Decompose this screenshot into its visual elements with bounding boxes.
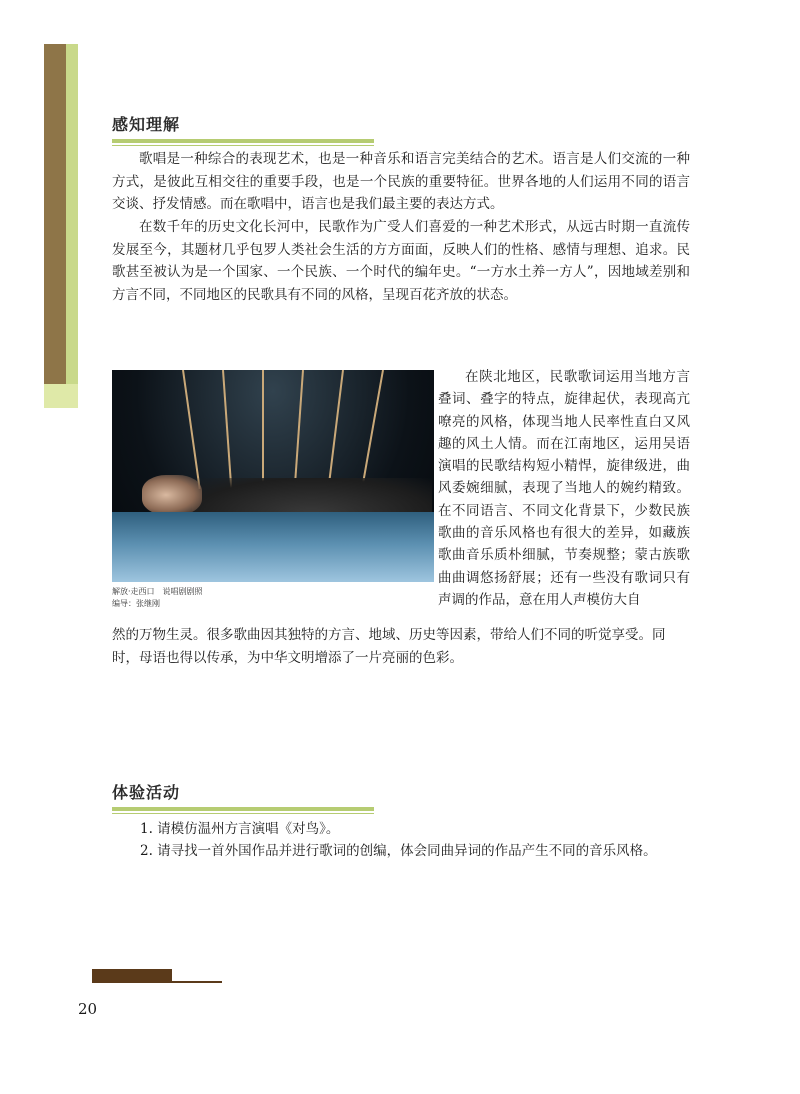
heading-rule-thick xyxy=(112,139,374,143)
paragraph-history: 在数千年的历史文化长河中，民歌作为广受人们喜爱的一种艺术形式，从远古时期一直流传发展至今，其题材几乎包罗人类社会生活的方方面面，反映人们的性格、感情与理想、追求。民歌甚至被认为是一个国家、一个民族、一个时代的编年史。“一方水土养一方人”，因地域差别和方言不同，不同地区的民歌具有不同的风格，呈现百花齐放的状态。 xyxy=(112,219,690,303)
caption-title: 解放·走西口 说唱剧剧照 xyxy=(112,587,203,596)
caption-director: 编导：张继刚 xyxy=(112,599,160,608)
section-heading-perception xyxy=(112,112,374,146)
side-bar-decoration-light xyxy=(66,44,78,384)
heading-rule-thick xyxy=(112,807,374,811)
heading-rule-thin xyxy=(112,145,374,146)
paragraph-regional-styles-continued: 然的万物生灵。很多歌曲因其独特的方言、地域、历史等因素，带给人们不同的听觉享受。同时，母语也得以传承，为中华文明增添了一片亮丽的色彩。 xyxy=(112,627,666,666)
photo-caption xyxy=(112,586,203,610)
paragraph-regional-styles: 在陕北地区，民歌歌词运用当地方言叠词、叠字的特点，旋律起伏，表现高亢嘹亮的风格，体现当地人民率性直白又风趣的风土人情。而在江南地区，运用吴语演唱的民歌结构短小精悍，旋律级进，曲风委婉细腻，表现了当地人的婉约精致。在不同语言、不同文化背景下，少数民族歌曲的音乐风格也有很大的差异，如藏族歌曲音乐质朴细腻，节奏规整；蒙古族歌曲曲调悠扬舒展；还有一些没有歌词只有声调的作品，意在用人声模仿大自 xyxy=(438,369,690,608)
heading-rule-thin xyxy=(112,813,374,814)
page-number: 20 xyxy=(78,1000,98,1018)
list-item: 2. 请寻找一首外国作品并进行歌词的创编，体会同曲异词的作品产生不同的音乐风格。 xyxy=(140,843,657,859)
footer-line-decoration xyxy=(92,981,222,983)
section-heading-activity xyxy=(112,780,374,814)
list-item: 1. 请模仿温州方言演唱《对鸟》。 xyxy=(140,821,340,837)
paragraph-intro: 歌唱是一种综合的表现艺术，也是一种音乐和语言完美结合的艺术。语言是人们交流的一种方式，是彼此互相交往的重要手段，也是一个民族的重要特征。世界各地的人们运用不同的语言交谈、抒发情感。而在歌唱中，语言也是我们最主要的表达方式。 xyxy=(112,151,690,212)
side-bar-decoration-dark xyxy=(44,44,66,384)
side-block-decoration xyxy=(44,384,78,408)
section-title: 体验活动 xyxy=(112,783,181,802)
section-title: 感知理解 xyxy=(112,115,181,134)
stage-performance-photo xyxy=(112,370,434,582)
activity-list xyxy=(140,818,657,862)
footer-bar-decoration xyxy=(92,969,172,981)
